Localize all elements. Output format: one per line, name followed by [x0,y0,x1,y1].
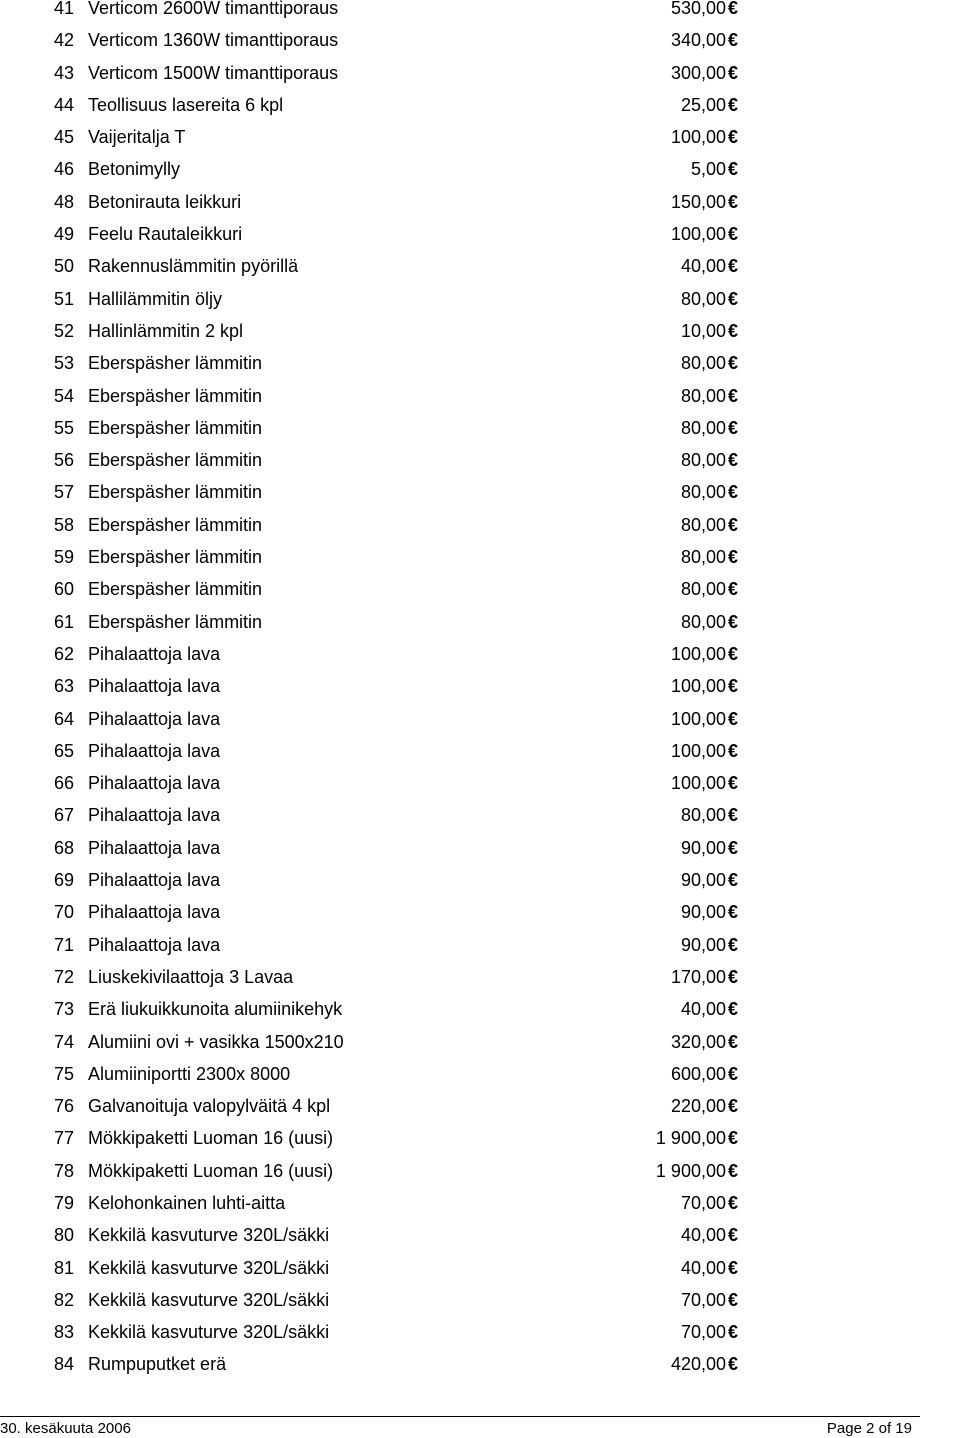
item-number: 72 [53,966,74,987]
item-number: 80 [53,1225,74,1246]
item-price: 300,00 [670,62,726,83]
item-description: Pihalaattoja lava [88,837,221,858]
item-description: Teollisuus lasereita 6 kpl [88,94,284,115]
list-item [0,799,960,831]
list-item [0,767,960,799]
item-number: 50 [53,256,74,277]
item-description: Pihalaattoja lava [88,934,221,955]
euro-currency-symbol: € [728,1096,739,1117]
list-item [0,347,960,379]
item-number: 58 [53,514,74,535]
item-price: 80,00 [680,385,726,406]
item-description: Verticom 1360W timanttiporaus [88,30,339,51]
list-item [0,153,960,185]
item-price: 70,00 [680,1192,726,1213]
euro-currency-symbol: € [728,1257,739,1278]
item-number: 65 [53,740,74,761]
item-price: 90,00 [680,934,726,955]
item-price: 100,00 [670,643,726,664]
euro-currency-symbol: € [728,288,739,309]
item-price: 80,00 [680,547,726,568]
item-number: 46 [53,159,74,180]
footer-page-number: Page 2 of 19 [826,1420,912,1437]
euro-currency-symbol: € [728,514,739,535]
item-description: Liuskekivilaattoja 3 Lavaa [88,966,294,987]
euro-currency-symbol: € [728,191,739,212]
item-price: 40,00 [680,999,726,1020]
item-description: Mökkipaketti Luoman 16 (uusi) [88,1128,334,1149]
item-description: Alumiiniportti 2300x 8000 [88,1063,291,1084]
item-number: 66 [53,773,74,794]
item-number: 44 [53,94,74,115]
list-item [0,1219,960,1251]
item-number: 43 [53,62,74,83]
list-item [0,250,960,282]
item-number: 52 [53,320,74,341]
euro-currency-symbol: € [728,159,739,180]
item-number: 59 [53,547,74,568]
list-item [0,1316,960,1348]
item-price: 80,00 [680,417,726,438]
item-price: 100,00 [670,224,726,245]
item-number: 54 [53,385,74,406]
item-description: Galvanoituja valopylväitä 4 kpl [88,1096,331,1117]
item-description: Pihalaattoja lava [88,805,221,826]
item-description: Pihalaattoja lava [88,740,221,761]
item-description: Eberspäsher lämmitin [88,514,263,535]
list-item [0,380,960,412]
item-price: 90,00 [680,902,726,923]
item-price: 100,00 [670,676,726,697]
item-description: Rakennuslämmitin pyörillä [88,256,299,277]
list-item [0,735,960,767]
item-price: 40,00 [680,256,726,277]
item-description: Pihalaattoja lava [88,708,221,729]
list-item [0,1252,960,1284]
list-item [0,218,960,250]
item-description: Feelu Rautaleikkuri [88,224,243,245]
item-number: 84 [53,1354,74,1375]
item-description: Kekkilä kasvuturve 320L/säkki [88,1289,330,1310]
list-item [0,606,960,638]
list-item [0,1090,960,1122]
euro-currency-symbol: € [728,1225,739,1246]
euro-currency-symbol: € [728,385,739,406]
euro-currency-symbol: € [728,1289,739,1310]
item-description: Pihalaattoja lava [88,643,221,664]
item-number: 67 [53,805,74,826]
list-item [0,89,960,121]
item-number: 68 [53,837,74,858]
item-number: 73 [53,999,74,1020]
item-description: Pihalaattoja lava [88,676,221,697]
euro-currency-symbol: € [728,870,739,891]
item-price: 170,00 [670,966,726,987]
item-number: 82 [53,1289,74,1310]
list-item [0,993,960,1025]
euro-currency-symbol: € [728,353,739,374]
item-description: Eberspäsher lämmitin [88,579,263,600]
item-number: 75 [53,1063,74,1084]
euro-currency-symbol: € [728,320,739,341]
euro-currency-symbol: € [728,547,739,568]
item-price: 80,00 [680,514,726,535]
euro-currency-symbol: € [728,1192,739,1213]
item-description: Pihalaattoja lava [88,902,221,923]
list-item [0,186,960,218]
item-number: 61 [53,611,74,632]
list-item [0,476,960,508]
item-number: 63 [53,676,74,697]
item-price: 25,00 [680,94,726,115]
list-item [0,444,960,476]
item-number: 76 [53,1096,74,1117]
item-description: Eberspäsher lämmitin [88,482,263,503]
euro-currency-symbol: € [728,127,739,148]
list-item [0,412,960,444]
item-price: 70,00 [680,1322,726,1343]
list-item [0,703,960,735]
item-description: Kekkilä kasvuturve 320L/säkki [88,1225,330,1246]
euro-currency-symbol: € [728,0,739,18]
list-item [0,283,960,315]
item-number: 74 [53,1031,74,1052]
item-price: 420,00 [670,1354,726,1375]
list-item [0,541,960,573]
list-item [0,57,960,89]
list-item [0,509,960,541]
list-item [0,670,960,702]
item-price: 100,00 [670,708,726,729]
item-number: 55 [53,417,74,438]
euro-currency-symbol: € [728,579,739,600]
item-number: 45 [53,127,74,148]
item-description: Hallinlämmitin 2 kpl [88,320,244,341]
list-item [0,1284,960,1316]
item-number: 71 [53,934,74,955]
item-price: 70,00 [680,1289,726,1310]
euro-currency-symbol: € [728,1160,739,1181]
item-price: 320,00 [670,1031,726,1052]
euro-currency-symbol: € [728,966,739,987]
item-number: 48 [53,191,74,212]
item-description: Verticom 1500W timanttiporaus [88,62,339,83]
item-price: 150,00 [670,191,726,212]
euro-currency-symbol: € [728,62,739,83]
item-price: 1 900,00 [655,1160,726,1181]
item-description: Hallilämmitin öljy [88,288,223,309]
item-description: Pihalaattoja lava [88,773,221,794]
item-description: Rumpuputket erä [88,1354,227,1375]
euro-currency-symbol: € [728,450,739,471]
list-item [0,1058,960,1090]
euro-currency-symbol: € [728,1354,739,1375]
item-price: 80,00 [680,611,726,632]
item-number: 64 [53,708,74,729]
item-price: 100,00 [670,773,726,794]
item-number: 57 [53,482,74,503]
item-number: 77 [53,1128,74,1149]
item-price: 80,00 [680,805,726,826]
euro-currency-symbol: € [728,773,739,794]
item-price: 80,00 [680,450,726,471]
list-item [0,638,960,670]
euro-currency-symbol: € [728,934,739,955]
list-item [0,1122,960,1154]
euro-currency-symbol: € [728,837,739,858]
item-price: 90,00 [680,870,726,891]
list-item [0,315,960,347]
footer-date: 30. kesäkuuta 2006 [0,1420,131,1437]
item-description: Eberspäsher lämmitin [88,385,263,406]
euro-currency-symbol: € [728,94,739,115]
item-description: Kelohonkainen luhti-aitta [88,1192,286,1213]
item-description: Eberspäsher lämmitin [88,611,263,632]
item-price: 90,00 [680,837,726,858]
item-price: 80,00 [680,579,726,600]
list-item [0,896,960,928]
item-description: Kekkilä kasvuturve 320L/säkki [88,1257,330,1278]
item-description: Erä liukuikkunoita alumiinikehyk [88,999,343,1020]
item-number: 51 [53,288,74,309]
list-item [0,832,960,864]
euro-currency-symbol: € [728,224,739,245]
list-item [0,1187,960,1219]
euro-currency-symbol: € [728,1322,739,1343]
euro-currency-symbol: € [728,417,739,438]
footer-divider [0,1416,920,1417]
item-number: 56 [53,450,74,471]
list-item [0,0,960,24]
item-price: 100,00 [670,127,726,148]
euro-currency-symbol: € [728,1031,739,1052]
item-number: 62 [53,643,74,664]
item-number: 69 [53,870,74,891]
euro-currency-symbol: € [728,482,739,503]
item-price: 40,00 [680,1257,726,1278]
list-item [0,1348,960,1380]
euro-currency-symbol: € [728,30,739,51]
euro-currency-symbol: € [728,708,739,729]
item-price: 80,00 [680,353,726,374]
list-item [0,121,960,153]
item-price: 100,00 [670,740,726,761]
item-price: 600,00 [670,1063,726,1084]
item-price: 10,00 [680,320,726,341]
euro-currency-symbol: € [728,676,739,697]
item-description: Eberspäsher lämmitin [88,450,263,471]
item-description: Eberspäsher lämmitin [88,547,263,568]
item-price: 40,00 [680,1225,726,1246]
euro-currency-symbol: € [728,740,739,761]
item-description: Betonimylly [88,159,181,180]
item-number: 79 [53,1192,74,1213]
euro-currency-symbol: € [728,902,739,923]
euro-currency-symbol: € [728,643,739,664]
item-description: Eberspäsher lämmitin [88,417,263,438]
item-price: 80,00 [680,288,726,309]
item-price: 340,00 [670,30,726,51]
item-description: Eberspäsher lämmitin [88,353,263,374]
euro-currency-symbol: € [728,256,739,277]
item-number: 60 [53,579,74,600]
item-description: Kekkilä kasvuturve 320L/säkki [88,1322,330,1343]
item-number: 53 [53,353,74,374]
item-number: 42 [53,30,74,51]
item-number: 81 [53,1257,74,1278]
item-number: 83 [53,1322,74,1343]
item-description: Vaijeritalja T [88,127,186,148]
item-number: 49 [53,224,74,245]
list-item [0,1026,960,1058]
euro-currency-symbol: € [728,1128,739,1149]
euro-currency-symbol: € [728,1063,739,1084]
item-price: 5,00 [690,159,726,180]
item-description: Verticom 2600W timanttiporaus [88,0,339,18]
item-number: 70 [53,902,74,923]
euro-currency-symbol: € [728,999,739,1020]
list-item [0,864,960,896]
item-price: 80,00 [680,482,726,503]
euro-currency-symbol: € [728,805,739,826]
list-item [0,929,960,961]
item-number: 78 [53,1160,74,1181]
item-description: Pihalaattoja lava [88,870,221,891]
item-description: Mökkipaketti Luoman 16 (uusi) [88,1160,334,1181]
item-description: Betonirauta leikkuri [88,191,242,212]
list-item [0,24,960,56]
list-item [0,961,960,993]
euro-currency-symbol: € [728,611,739,632]
item-description: Alumiini ovi + vasikka 1500x210 [88,1031,344,1052]
item-number: 41 [53,0,74,18]
list-item [0,573,960,605]
item-price: 530,00 [670,0,726,18]
item-price: 220,00 [670,1096,726,1117]
list-item [0,1155,960,1187]
item-price: 1 900,00 [655,1128,726,1149]
